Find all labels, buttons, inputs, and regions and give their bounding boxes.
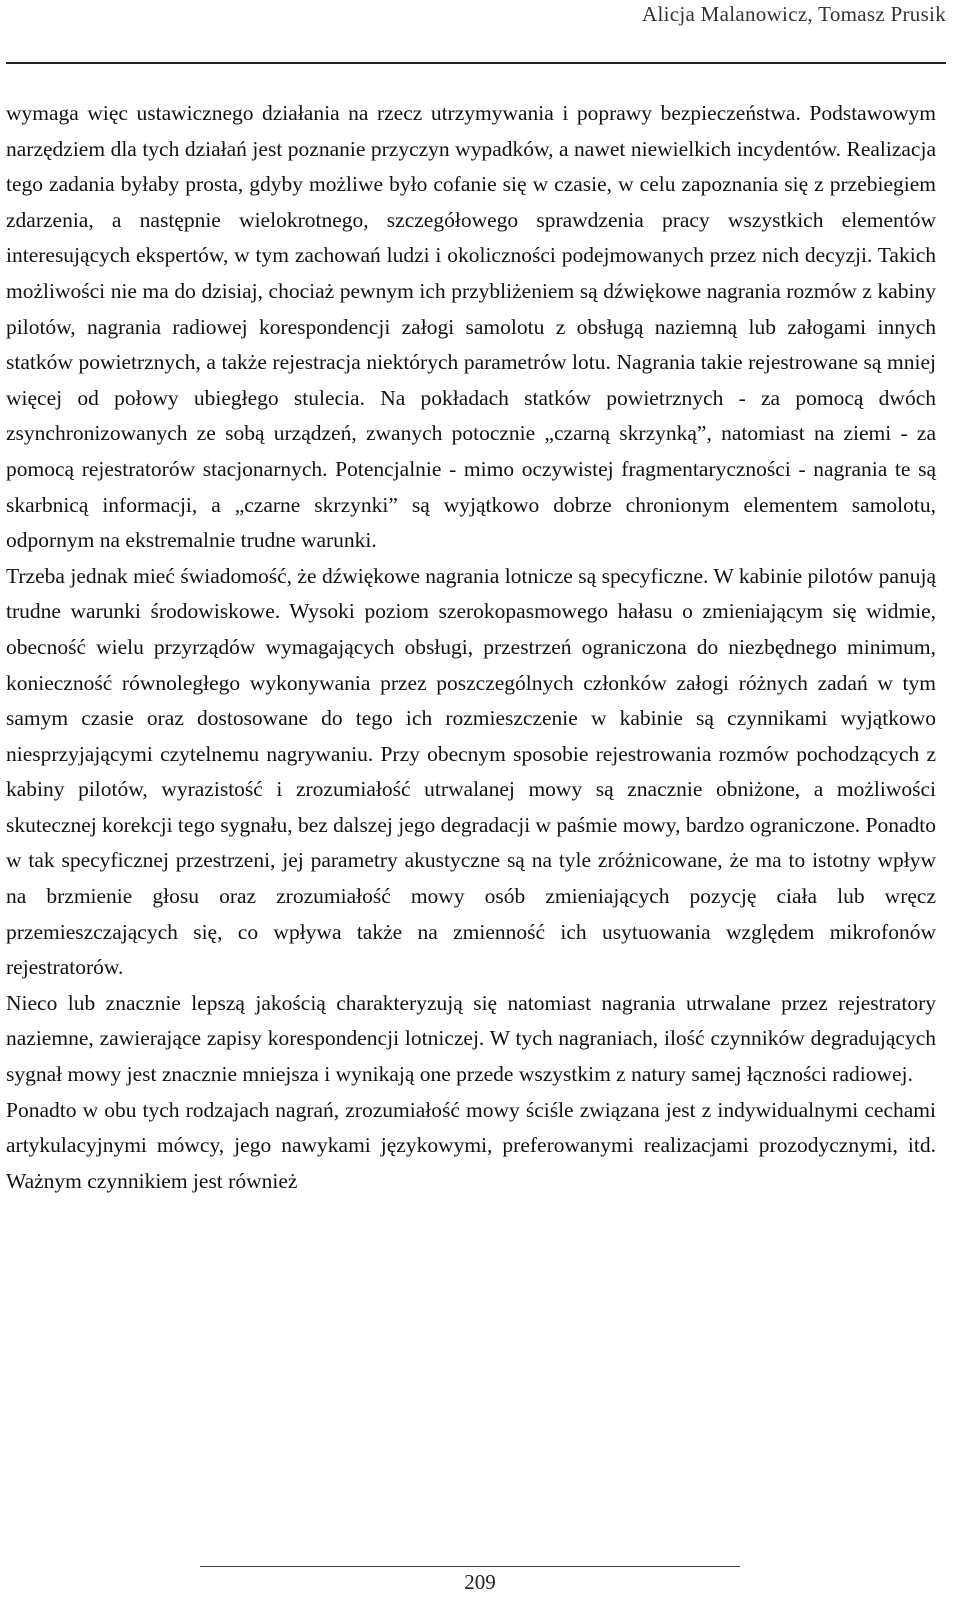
running-header [6, 0, 946, 64]
page-number: 209 [464, 1570, 496, 1594]
footer-rule [200, 1566, 740, 1567]
header-authors: Alicja Malanowicz, Tomasz Prusik [641, 2, 946, 26]
paragraph-2: Trzeba jednak mieć świadomość, że dźwiękowe nagrania lotnicze są specyficzne. W kabinie pilotów panują trudne warunki środowiskowe. Wysoki poziom szerokopasmowego hałasu o zmieniającym się widmie, obecność wielu przyrządów wymagających obsługi, przestrzeń ograniczona do niezbędnego minimum, konieczność równoległego wykonywania przez poszczególnych członków załogi różnych zadań w tym samym czasie oraz dostosowane do tego ich rozmieszczenie w kabinie są czynnikami wyjątkowo niesprzyjającymi czytelnemu nagrywaniu. Przy obecnym sposobie rejestrowania rozmów pochodzących z kabiny pilotów, wyrazistość i zrozumiałość utrwalanej mowy są znacznie obniżone, a możliwości skutecznej korekcji tego sygnału, bez dalszej jego degradacji w paśmie mowy, bardzo ograniczone. Ponadto w tak specyficznej przestrzeni, jej parametry akustyczne są na tyle zróżnicowane, że ma to istotny wpływ na brzmienie głosu oraz zrozumiałość mowy osób zmieniających pozycję ciała lub wręcz przemieszczających się, co wpływa także na zmienność ich usytuowania względem mikrofonów rejestratorów. [6, 563, 936, 980]
paragraph-4: Ponadto w obu tych rodzajach nagrań, zrozumiałość mowy ściśle związana jest z indywidualnymi cechami artykulacyjnymi mówcy, jego nawykami językowymi, preferowanymi realizacjami prozodycznymi, itd. Ważnym czynnikiem jest również [6, 1097, 936, 1193]
paragraph-3: Nieco lub znacznie lepszą jakością charakteryzują się natomiast nagrania utrwalane przez rejestratory naziemne, zawierające zapisy korespondencji lotniczej. W tych nagraniach, ilość czynników degradujących sygnał mowy jest znacznie mniejsza i wynikają one przede wszystkim z natury samej łączności radiowej. [6, 990, 936, 1087]
body-text [6, 96, 936, 1199]
paragraph-1: wymaga więc ustawicznego działania na rzecz utrzymywania i poprawy bezpieczeństwa. Podstawowym narzędziem dla tych działań jest poznanie przyczyn wypadków, a nawet niewielkich incydentów. Realizacja tego zadania byłaby prosta, gdyby możliwe było cofanie się w czasie, w celu zapoznania się z przebiegiem zdarzenia, a następnie wielokrotnego, szczegółowego sprawdzenia pracy wszystkich elementów interesujących ekspertów, w tym zachowań ludzi i okoliczności podejmowanych przez nich decyzji. Takich możliwości nie ma do dzisiaj, chociaż pewnym ich przybliżeniem są dźwiękowe nagrania rozmów z kabiny pilotów, nagrania radiowej korespondencji załogi samolotu z obsługą naziemną lub załogami innych statków powietrznych, a także rejestracja niektórych parametrów lotu. Nagrania takie rejestrowane są mniej więcej od połowy ubiegłego stulecia. Na pokładach statków powietrznych - za pomocą dwóch zsynchronizowanych ze sobą urządzeń, zwanych potocznie „czarną skrzynką”, natomiast na ziemi - za pomocą rejestratorów stacjonarnych. Potencjalnie - mimo oczywistej fragmentaryczności - nagrania te są skarbnicą informacji, a „czarne skrzynki” są wyjątkowo dobrze chronionym elementem samolotu, odpornym na ekstremalnie trudne warunki. [6, 101, 936, 553]
